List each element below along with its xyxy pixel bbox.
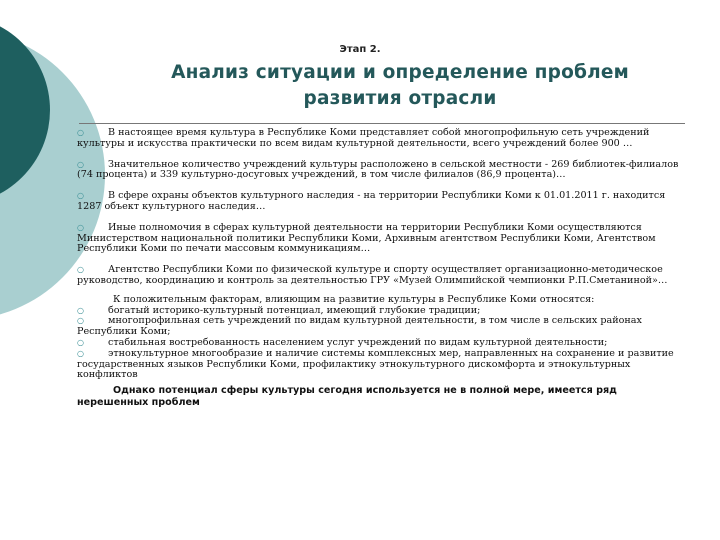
factor-item: ○ многопрофильная сеть учреждений по видам культурной деятельности, в том числе в сельских районах Республики Коми; (77, 315, 642, 338)
bullet-icon: ○ (77, 191, 84, 201)
factor-item: ○ стабильная востребованность населением услуг учреждений по видам культурной деятельности; (77, 336, 608, 348)
factors-intro: К положительным факторам, влияющим на развитие культуры в Республике Коми относятся: (113, 293, 595, 305)
stage-label: Этап 2. (339, 44, 381, 55)
bullet-icon: ○ (77, 159, 84, 169)
conclusion: Однако потенциал сферы культуры сегодня используется не в полной мере, имеется ряд нерешенных проблем (77, 385, 617, 408)
title-divider (79, 123, 685, 124)
paragraph-heritage: ○ В сфере охраны объектов культурного наследия - на территории Республики Коми к 01.01.2011 г. находится 1287 объект культурного наследия… (77, 190, 666, 212)
bullet-icon: ○ (77, 128, 84, 137)
paragraph-other-authorities: ○ Иные полномочия в сферах культурной деятельности на территории Республики Коми осуществляются Министерством национальной политики Республики Коми, Архивным агентством Республики Коми, Агентством Республики Коми по печати массовым коммуникациям… (77, 221, 656, 255)
bullet-icon: ○ (77, 316, 84, 326)
bullet-icon: ○ (77, 348, 84, 358)
paragraph-culture-network: ○ В настоящее время культура в Республике Коми представляет собой многопрофильную сеть учреждений культуры и искусства практически по всем видам культурной деятельности, всего учреждений более 900 … (77, 127, 650, 149)
slide-title (150, 60, 650, 112)
factor-item: ○ этнокультурное многообразие и наличие системы комплексных мер, направленных на сохранение и развитие государственных языков Республики Коми, профилактику этнокультурного дискомфорта и этнокультурных конфликтов (77, 347, 674, 381)
paragraph-sports-agency: ○ Агентство Республики Коми по физической культуре и спорту осуществляет организационно-методическое руководство, координацию и контроль за деятельностью ГРУ «Музей Олимпийской чемпионки Р.П.Сметаниной»… (77, 264, 668, 286)
factor-item: ○ богатый историко-культурный потенциал, имеющий глубокие традиции; (77, 304, 481, 316)
title-line-2: развития отрасли (303, 88, 497, 109)
paragraph-rural-institutions: ○ Значительное количество учреждений культуры расположено в сельской местности - 269 библиотек-филиалов (74 процента) и 339 культурно-досуговых учреждений, в том числе филиалов (86,9 процента)… (77, 158, 679, 181)
bullet-icon: ○ (77, 222, 84, 232)
slide-body (77, 128, 685, 408)
title-line-1: Анализ ситуации и определение проблем (171, 62, 629, 83)
bullet-icon: ○ (77, 265, 84, 275)
bullet-icon: ○ (77, 305, 84, 315)
bullet-icon: ○ (77, 337, 84, 347)
